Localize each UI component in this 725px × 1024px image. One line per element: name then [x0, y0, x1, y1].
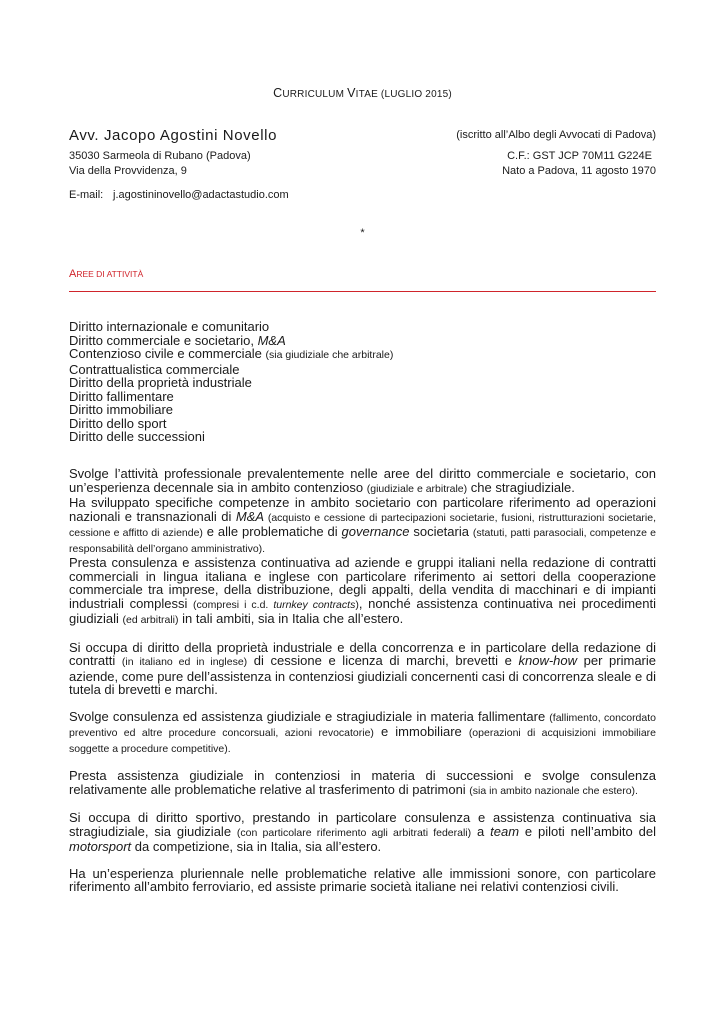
address-line-1: 35030 Sarmeola di Rubano (Padova) — [69, 150, 251, 162]
email-address[interactable]: j.agostininovello@adactastudio.com — [113, 189, 289, 201]
document-title — [69, 86, 656, 100]
profile-body — [69, 467, 656, 894]
text: di cessione e licenza di marchi, brevetti e — [247, 653, 519, 668]
text: Ha sviluppato specifiche competenze in ambito societario con particolare riferimento ad operazioni nazionali e transnazionali di — [69, 495, 656, 524]
text: societaria — [409, 524, 473, 539]
area-note: (sia giudiziale che arbitrale) — [265, 349, 394, 361]
section-rest: REE DI ATTIVITÀ — [76, 269, 144, 279]
area-label: Contenzioso civile e commerciale — [69, 346, 266, 361]
birth-info: Nato a Padova, 11 agosto 1970 — [502, 165, 656, 177]
text: (operazioni di acquisizioni immobiliare soggette a procedure competitive). — [69, 727, 656, 755]
area-label: Diritto internazionale e comunitario — [69, 319, 270, 334]
person-name: Avv. Jacopo Agostini Novello — [69, 127, 278, 144]
text: (con particolare riferimento agli arbitrati federali) — [236, 826, 472, 839]
paragraph-noise — [69, 867, 656, 894]
text: Si occupa di diritto della proprietà industriale e della concorrenza e in particolare della redazione di contratti — [69, 639, 656, 668]
list-item — [69, 403, 393, 417]
text: (ed arbitrali) — [122, 614, 179, 626]
text: know-how — [518, 653, 578, 668]
area-ma: M&A — [257, 332, 286, 348]
text: (sia in ambito nazionale che estero). — [469, 784, 638, 797]
paragraph-corporate — [69, 496, 656, 556]
list-item — [69, 376, 393, 390]
text: motorsport — [69, 839, 132, 854]
paragraph-contracts — [69, 556, 656, 628]
list-item — [69, 417, 393, 431]
text: (acquisto e cessione di partecipazioni societarie, fusioni, ristrutturazioni societarie, cessione e affitto di aziende) — [69, 511, 656, 539]
text: da competizione, sia in Italia, sia all’estero. — [131, 839, 382, 854]
paragraph-bankruptcy — [69, 710, 656, 757]
text: (in italiano ed in inglese) — [121, 656, 248, 668]
address-line-2: Via della Provvidenza, 9 — [69, 165, 187, 177]
text: che stragiudiziale. — [467, 479, 575, 495]
text: Svolge l’attività professionale prevalentemente nelle aree del diritto commerciale e societario, con un’esperienza decennale sia in ambito contenzioso — [69, 466, 656, 495]
text: Presta consulenza e assistenza continuativa ad aziende e gruppi italiani nella redazione di contratti commerciali in lingua italiana e inglese con particolare riferimento ai settori della cooperazione commerciale tra imprese, della distribuzione, degli appalti, della vendita di macchinari e di impianti industriali complessi — [69, 555, 656, 611]
text: per primarie aziende, come pure dell’assistenza in contenziosi giudiziali concernenti casi di concorrenza sleale e di tutela di brevetti e marchi. — [69, 653, 657, 697]
text: (fallimento, concordato preventivo ed altre procedure concorsuali, azioni revocatorie) — [69, 711, 656, 739]
text: Presta assistenza giudiziale in contenziosi in materia di successioni e svolge consulenza relativamente alle problematiche relative al trasferimento di patrimoni — [69, 768, 656, 797]
paragraph-succession — [69, 769, 656, 798]
text: e immobiliare — [373, 724, 469, 739]
title-smallcaps-urriculum: URRICULUM — [282, 89, 348, 100]
tax-code: C.F.: GST JCP 70M11 G224E — [507, 150, 652, 162]
list-item — [69, 363, 393, 377]
text: e piloti nell’ambito del — [519, 823, 656, 839]
area-label: Diritto commerciale e societario, — [69, 332, 258, 348]
text: (giudiziale e arbitrale) — [366, 482, 468, 495]
text: Svolge consulenza ed assistenza giudiziale e stragiudiziale in materia fallimentare — [69, 708, 550, 724]
paragraph-commercial — [69, 467, 656, 496]
title-date: (LUGLIO 2015) — [380, 89, 452, 100]
list-item — [69, 347, 393, 363]
text: (compresi i c.d. — [193, 598, 274, 611]
text: M&A — [235, 508, 265, 524]
area-label: Contrattualistica commerciale — [69, 361, 240, 377]
text: in tali ambiti, sia in Italia che all’estero. — [178, 611, 404, 626]
area-label: Diritto dello sport — [69, 415, 167, 431]
text: Ha un’esperienza pluriennale nelle problematiche relative alle immissioni sonore, con particolare riferimento all’ambito ferroviario, ed assiste primarie società italiane nei relativi contenziosi civili. — [69, 865, 656, 894]
text: turnkey contracts — [273, 598, 356, 611]
text: e alle problematiche di — [202, 524, 342, 539]
separator-glyph: * — [360, 227, 365, 239]
list-item — [69, 390, 393, 404]
area-label: Diritto fallimentare — [69, 388, 174, 404]
paragraph-sport — [69, 811, 656, 854]
separator-star — [69, 227, 656, 239]
section-divider — [69, 291, 656, 292]
title-initial-c: C — [273, 86, 283, 100]
area-label: Diritto immobiliare — [69, 402, 174, 417]
list-item — [69, 320, 393, 334]
text: a — [471, 823, 491, 839]
list-item — [69, 334, 393, 348]
area-label: Diritto delle successioni — [69, 429, 205, 444]
email-row — [69, 189, 289, 201]
text: ) — [355, 598, 359, 611]
email-label: E-mail: — [69, 189, 104, 201]
text: (statuti, patti parasociali, competenze e responsabilità dell’organo amministrativo). — [69, 527, 656, 555]
section-heading-areas — [69, 268, 143, 280]
text: Si occupa di diritto sportivo, prestando in particolare consulenza e assistenza continuativa sia stragiudiziale, sia giudiziale — [69, 810, 656, 839]
text: team — [490, 823, 520, 839]
title-smallcaps-itae: ITAE — [355, 89, 381, 100]
title-initial-v: V — [347, 86, 356, 100]
text: governance — [341, 524, 410, 539]
paragraph-ip — [69, 641, 656, 697]
text: , nonché assistenza continuativa nei procedimenti giudiziali — [69, 595, 656, 626]
section-initial: A — [69, 268, 77, 280]
area-label: Diritto della proprietà industriale — [69, 375, 252, 390]
list-item — [69, 430, 393, 444]
practice-areas-list — [69, 320, 393, 444]
bar-registration: (iscritto all’Albo degli Avvocati di Padova) — [456, 129, 656, 141]
